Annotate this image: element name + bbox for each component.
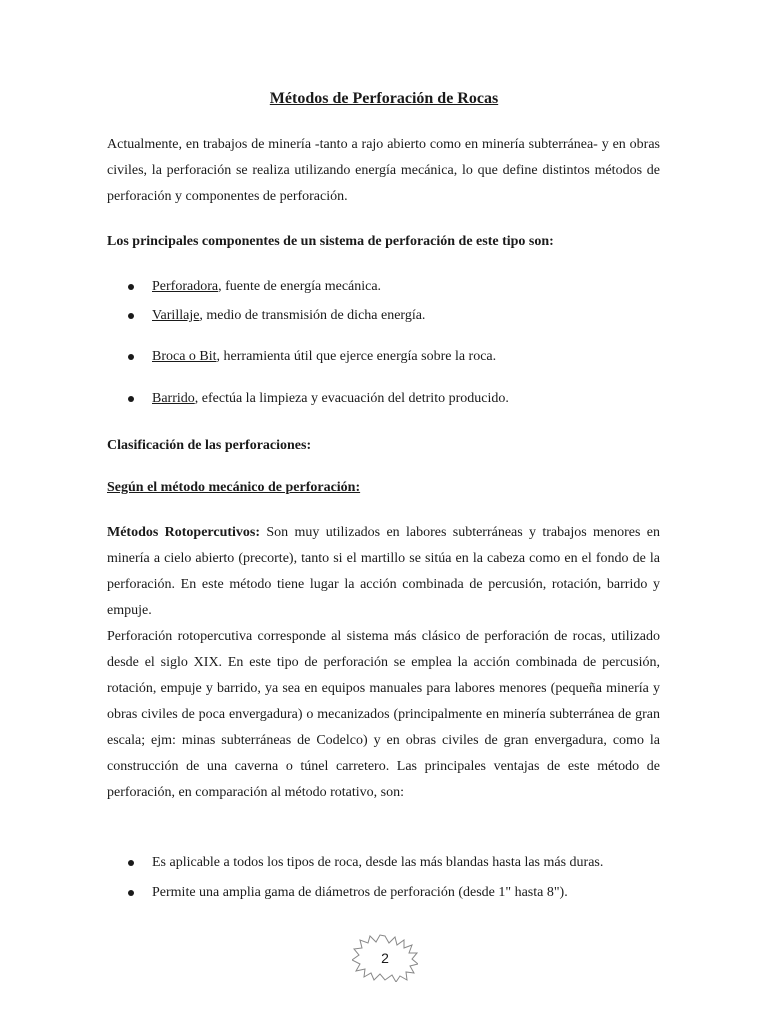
document-title: Métodos de Perforación de Rocas: [269, 90, 499, 107]
components-heading: Los principales componentes de un sistema de perforación de este tipo son:: [107, 234, 554, 249]
rotopercutive-text: Son muy utilizados en labores subterráneas y trabajos menores en minería a cielo abierto (precorte), tanto si el martillo se sitúa en la cabeza como en el fondo de la perforación. En este método tiene lugar la acción combinada de percusión, rotación, barrido y empuje.: [107, 525, 660, 618]
advantage-text: Permite una amplia gama de diámetros de perforación (desde 1" hasta 8").: [152, 885, 568, 900]
method-heading: Según el método mecánico de perforación:: [107, 480, 361, 495]
bullet-icon: [128, 890, 134, 896]
component-desc: , efectúa la limpieza y evacuación del detrito producido.: [194, 391, 509, 406]
classification-heading: Clasificación de las perforaciones:: [107, 438, 312, 453]
rotopercutive-paragraph-2: Perforación rotopercutiva corresponde al sistema más clásico de perforación de rocas, utilizado desde el siglo XIX. En este tipo de perforación se emplea la acción combinada de percusión, rotación, empuje y barrido, ya sea en equipos manuales para labores menores (pequeña minería y obras civiles de poca envergadura) o mecanizados (principalmente en minería subterránea de gran escala; ejm: minas subterráneas de Codelco) y en obras civiles de gran envergadura, como la construcción de una caverna o túnel carretero. Las principales ventajas de este método de perforación, en comparación al método rotativo, son:: [107, 629, 660, 800]
bullet-icon: [128, 354, 134, 360]
component-term: Barrido: [152, 391, 195, 406]
intro-paragraph: Actualmente, en trabajos de minería -tanto a rajo abierto como en minería subterránea- y en obras civiles, la perforación se realiza utilizando energía mecánica, lo que define distintos métodos de perforación y componentes de perforación.: [107, 137, 660, 204]
bullet-icon: [128, 313, 134, 319]
component-term: Broca o Bit: [152, 349, 217, 364]
component-desc: , herramienta útil que ejerce energía sobre la roca.: [216, 349, 497, 364]
component-desc: , fuente de energía mecánica.: [218, 279, 382, 294]
component-desc: , medio de transmisión de dicha energía.: [199, 308, 426, 323]
bullet-icon: [128, 396, 134, 402]
page-number-badge: [352, 934, 418, 982]
advantage-text: Es aplicable a todos los tipos de roca, desde las más blandas hasta las más duras.: [152, 855, 604, 870]
page-number: 2: [381, 950, 389, 966]
rotopercutive-paragraph: [107, 520, 660, 624]
rotopercutive-label: Métodos Rotopercutivos:: [107, 525, 261, 540]
component-term: Varillaje: [152, 308, 200, 323]
bullet-icon: [128, 860, 134, 866]
bullet-icon: [128, 284, 134, 290]
component-term: Perforadora: [152, 279, 219, 294]
